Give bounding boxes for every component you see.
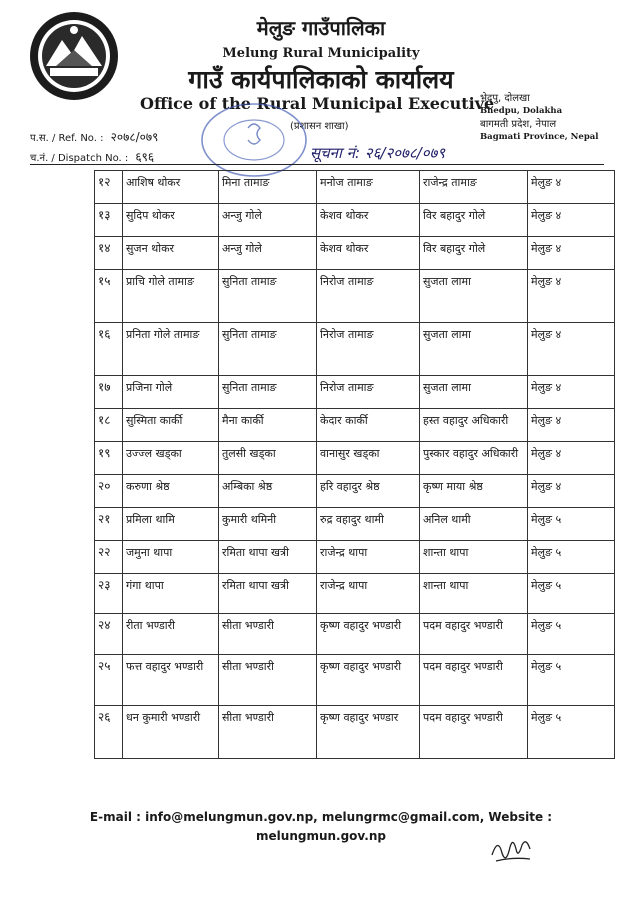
address-cell: मेलुङ ४ [528, 171, 615, 204]
address-line-en-2: Bagmati Province, Nepal [480, 132, 599, 142]
name-cell: उज्ज्ल खड्का [123, 442, 219, 475]
address-line-en-1: Bhedpu, Dolakha [480, 106, 563, 116]
grandfather-name-cell: विर बहादुर गोले [420, 204, 528, 237]
notice-number: सूचना नं: २६/२०७८/०७९ [310, 144, 446, 162]
table-row [95, 574, 615, 614]
father-name-cell: राजेन्द्र थापा [317, 541, 420, 574]
serial-number-cell: २४ [95, 614, 123, 655]
table-row [95, 508, 615, 541]
address-cell: मेलुङ ५ [528, 574, 615, 614]
grandfather-name-cell: सुजता लामा [420, 270, 528, 323]
address-cell: मेलुङ ५ [528, 706, 615, 759]
grandfather-name-cell: सुजता लामा [420, 323, 528, 376]
serial-number-cell: १३ [95, 204, 123, 237]
serial-number-cell: २२ [95, 541, 123, 574]
table-row [95, 706, 615, 759]
name-cell: सुस्मिता कार्की [123, 409, 219, 442]
table-body [95, 171, 615, 759]
grandfather-name-cell: पुस्कार वहादुर अधिकारी [420, 442, 528, 475]
name-cell: फत्त वहादुर भण्डारी [123, 655, 219, 706]
serial-number-cell: २० [95, 475, 123, 508]
table-row [95, 409, 615, 442]
father-name-cell: राजेन्द्र थापा [317, 574, 420, 614]
serial-number-cell: १६ [95, 323, 123, 376]
mother-name-cell: सीता भण्डारी [219, 614, 317, 655]
serial-number-cell: १५ [95, 270, 123, 323]
table-row [95, 376, 615, 409]
table-row [95, 270, 615, 323]
name-cell: करुणा श्रेष्ठ [123, 475, 219, 508]
office-seal-stamp-icon [198, 98, 310, 180]
ref-value: २०७८/०७९ [110, 130, 159, 144]
serial-number-cell: १९ [95, 442, 123, 475]
father-name-cell: हरि वहादुर श्रेष्ठ [317, 475, 420, 508]
mother-name-cell: मिना तामाङ [219, 171, 317, 204]
name-cell: सुदिप थोकर [123, 204, 219, 237]
dispatch-label: च.नं. / Dispatch No. : [30, 153, 129, 164]
table-row [95, 475, 615, 508]
grandfather-name-cell: पदम वहादुर भण्डारी [420, 655, 528, 706]
name-cell: गंगा थापा [123, 574, 219, 614]
mother-name-cell: रमिता थापा खत्री [219, 574, 317, 614]
table-row [95, 541, 615, 574]
address-cell: मेलुङ ५ [528, 614, 615, 655]
father-name-cell: कृष्ण वहादुर भण्डारी [317, 655, 420, 706]
father-name-cell: कृष्ण वहादुर भण्डार [317, 706, 420, 759]
header-divider [30, 164, 604, 165]
contact-line: E-mail : info@melungmun.gov.np, melungrmc@gmail.com, Website : [89, 810, 553, 824]
name-cell: जमुना थापा [123, 541, 219, 574]
table-row [95, 614, 615, 655]
mother-name-cell: अन्जु गोले [219, 204, 317, 237]
footer-contact [0, 808, 642, 846]
father-name-cell: रुद्र वहादुर थामी [317, 508, 420, 541]
table-row [95, 171, 615, 204]
name-cell: रीता भण्डारी [123, 614, 219, 655]
mother-name-cell: सुनिता तामाङ [219, 376, 317, 409]
address-line-ne-2: बागमती प्रदेश, नेपाल [480, 119, 557, 130]
name-cell: प्रनिता गोले तामाङ [123, 323, 219, 376]
name-cell: आशिष थोकर [123, 171, 219, 204]
mother-name-cell: मैना कार्की [219, 409, 317, 442]
name-cell: प्रमिला थामि [123, 508, 219, 541]
father-name-cell: कृष्ण वहादुर भण्डारी [317, 614, 420, 655]
dispatch-value: ६९६ [135, 150, 155, 164]
mother-name-cell: रमिता थापा खत्री [219, 541, 317, 574]
name-cell: प्राचि गोले तामाङ [123, 270, 219, 323]
table-row [95, 442, 615, 475]
serial-number-cell: १२ [95, 171, 123, 204]
father-name-cell: निरोज तामाङ [317, 323, 420, 376]
mother-name-cell: अन्जु गोले [219, 237, 317, 270]
address-cell: मेलुङ ४ [528, 376, 615, 409]
father-name-cell: मनोज तामाङ [317, 171, 420, 204]
table-row [95, 655, 615, 706]
table-row [95, 237, 615, 270]
address-cell: मेलुङ ४ [528, 270, 615, 323]
address-cell: मेलुङ ४ [528, 442, 615, 475]
office-title-en: Office of the Rural Municipal Executive [140, 94, 495, 113]
address-cell: मेलुङ ५ [528, 655, 615, 706]
mother-name-cell: सीता भण्डारी [219, 655, 317, 706]
beneficiary-table [94, 170, 615, 759]
grandfather-name-cell: सुजता लामा [420, 376, 528, 409]
address-cell: मेलुङ ५ [528, 541, 615, 574]
serial-number-cell: १८ [95, 409, 123, 442]
letterhead [0, 0, 642, 175]
reference-number [30, 128, 158, 145]
address-cell: मेलुङ ४ [528, 409, 615, 442]
grandfather-name-cell: शान्ता थापा [420, 541, 528, 574]
serial-number-cell: २३ [95, 574, 123, 614]
mother-name-cell: कुमारी थमिनी [219, 508, 317, 541]
serial-number-cell: १४ [95, 237, 123, 270]
ref-label: प.स. / Ref. No. : [30, 133, 104, 144]
grandfather-name-cell: राजेन्द्र तामाङ [420, 171, 528, 204]
address-cell: मेलुङ ४ [528, 475, 615, 508]
dispatch-number [30, 148, 154, 165]
grandfather-name-cell: शान्ता थापा [420, 574, 528, 614]
address-cell: मेलुङ ४ [528, 323, 615, 376]
office-title-ne: गाउँ कार्यपालिकाको कार्यालय [188, 65, 454, 94]
mother-name-cell: सुनिता तामाङ [219, 270, 317, 323]
father-name-cell: निरोज तामाङ [317, 270, 420, 323]
grandfather-name-cell: हस्त वहादुर अधिकारी [420, 409, 528, 442]
name-cell: सुजन थोकर [123, 237, 219, 270]
serial-number-cell: २६ [95, 706, 123, 759]
address-cell: मेलुङ ४ [528, 204, 615, 237]
mother-name-cell: सुनिता तामाङ [219, 323, 317, 376]
address-cell: मेलुङ ४ [528, 237, 615, 270]
father-name-cell: वानासुर खड्का [317, 442, 420, 475]
municipality-title-ne: मेलुङ गाउँपालिका [256, 16, 386, 40]
father-name-cell: केशव थोकर [317, 237, 420, 270]
grandfather-name-cell: पदम वहादुर भण्डारी [420, 706, 528, 759]
address-cell: मेलुङ ५ [528, 508, 615, 541]
father-name-cell: केशव थोकर [317, 204, 420, 237]
serial-number-cell: १७ [95, 376, 123, 409]
grandfather-name-cell: अनिल थामी [420, 508, 528, 541]
grandfather-name-cell: कृष्ण माया श्रेष्ठ [420, 475, 528, 508]
serial-number-cell: २५ [95, 655, 123, 706]
mother-name-cell: अम्बिका श्रेष्ठ [219, 475, 317, 508]
father-name-cell: निरोज तामाङ [317, 376, 420, 409]
grandfather-name-cell: पदम वहादुर भण्डारी [420, 614, 528, 655]
grandfather-name-cell: विर बहादुर गोले [420, 237, 528, 270]
serial-number-cell: २१ [95, 508, 123, 541]
mother-name-cell: तुलसी खड्का [219, 442, 317, 475]
office-address [480, 92, 599, 144]
name-cell: प्रजिना गोले [123, 376, 219, 409]
handwritten-signature-icon [488, 833, 536, 867]
table-row [95, 204, 615, 237]
branch-label: (प्रशासन शाखा) [290, 121, 349, 132]
name-cell: धन कुमारी भण्डारी [123, 706, 219, 759]
father-name-cell: केदार कार्की [317, 409, 420, 442]
mother-name-cell: सीता भण्डारी [219, 706, 317, 759]
municipality-title-en: Melung Rural Municipality [222, 46, 420, 61]
website-link[interactable]: melungmun.gov.np [256, 829, 386, 843]
table-row [95, 323, 615, 376]
address-line-ne-1: भेद्पु, दोलखा [480, 93, 530, 104]
